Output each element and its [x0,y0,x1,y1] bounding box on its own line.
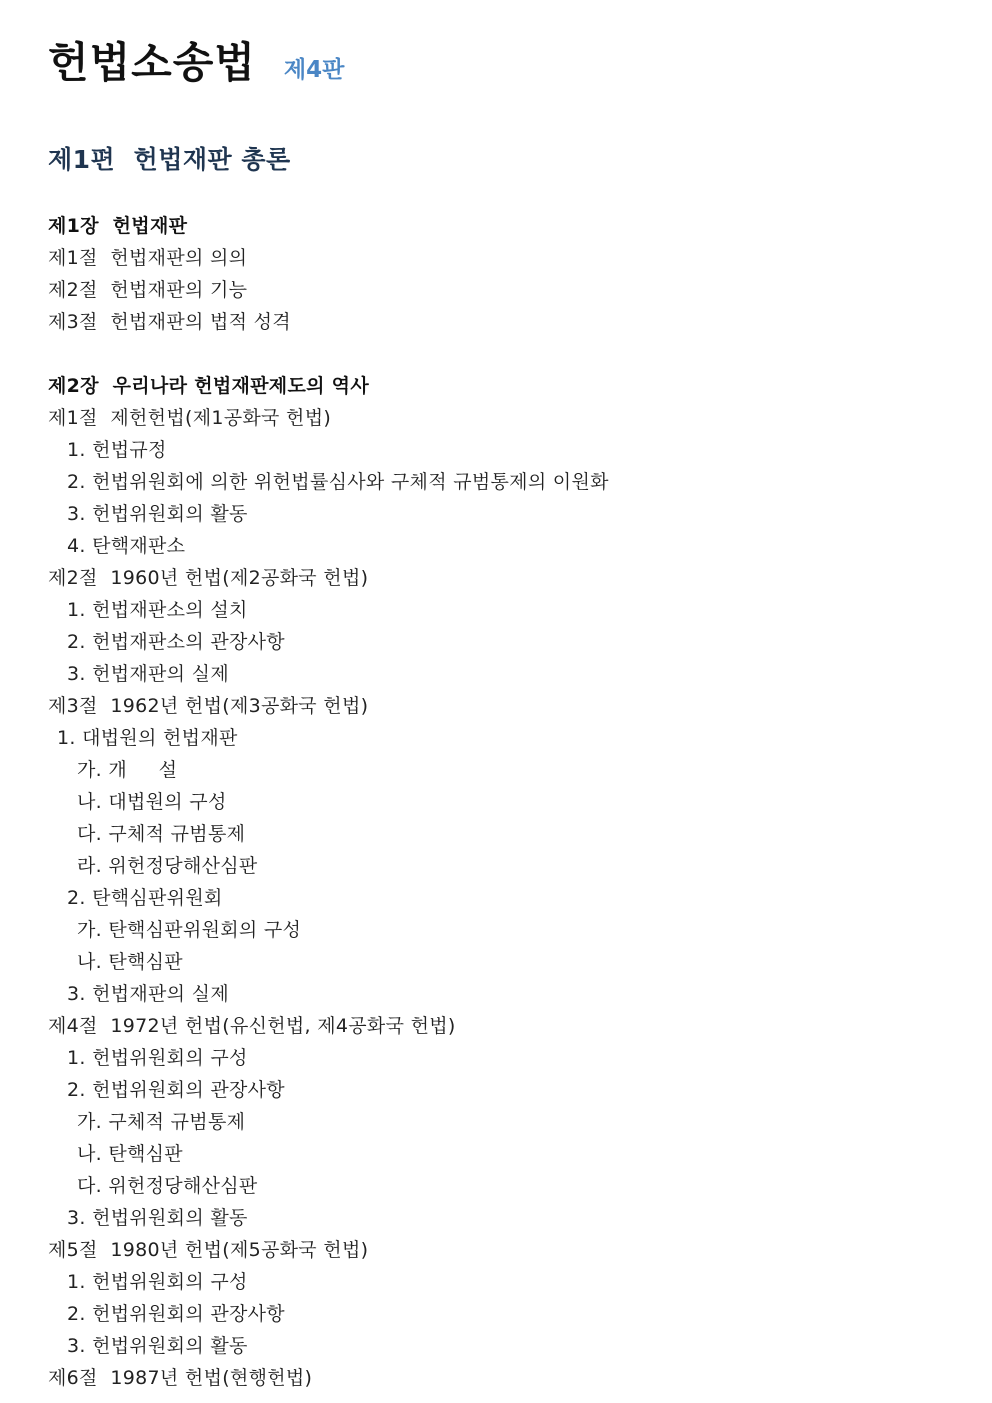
item-line: 1. 헌법규정 [67,439,167,461]
part-title: 제1편 헌법재판 총론 [48,145,291,174]
sub-item-line: 가. 탄핵심판위원회의 구성 [77,919,302,941]
item-line: 3. 헌법재판의 실제 [67,663,229,685]
sub-item-line: 다. 구체적 규범통제 [77,823,246,845]
item-line: 1. 대법원의 헌법재판 [57,727,238,749]
sub-item-line: 나. 탄핵심판 [77,1143,183,1165]
item-line: 3. 헌법위원회의 활동 [67,1335,248,1357]
item-line: 2. 탄핵심판위원회 [67,887,223,909]
sub-item-line: 라. 위헌정당해산심판 [77,855,258,877]
item-line: 1. 헌법재판소의 설치 [67,599,248,621]
item-line: 2. 헌법위원회에 의한 위헌법률심사와 구체적 규범통제의 이원화 [67,471,609,493]
section-line: 제6절 1987년 헌법(현행헌법) [48,1367,313,1389]
sub-item-line: 나. 탄핵심판 [77,951,183,973]
chapter-2-title: 제2장 우리나라 헌법재판제도의 역사 [48,375,369,397]
title-row [48,30,344,90]
sub-item-line: 다. 위헌정당해산심판 [77,1175,258,1197]
item-line: 2. 헌법위원회의 관장사항 [67,1303,285,1325]
item-line: 1. 헌법위원회의 구성 [67,1271,248,1293]
chapter-1-title: 제1장 헌법재판 [48,215,188,237]
edition-label: 제4판 [283,57,345,83]
section-line: 제2절 1960년 헌법(제2공화국 헌법) [48,567,369,589]
sub-item-line: 가. 개 설 [77,759,178,781]
item-line: 4. 탄핵재판소 [67,535,186,557]
sub-item-line: 가. 구체적 규범통제 [77,1111,246,1133]
section-line: 제1절 헌법재판의 의의 [48,247,248,269]
section-line: 제4절 1972년 헌법(유신헌법, 제4공화국 헌법) [48,1015,456,1037]
item-line: 3. 헌법위원회의 활동 [67,1207,248,1229]
section-line: 제3절 헌법재판의 법적 성격 [48,311,291,333]
book-title: 헌법소송법 [48,38,256,87]
item-line: 3. 헌법재판의 실제 [67,983,229,1005]
item-line: 1. 헌법위원회의 구성 [67,1047,248,1069]
sub-item-line: 나. 대법원의 구성 [77,791,227,813]
item-line: 2. 헌법재판소의 관장사항 [67,631,285,653]
section-line: 제3절 1962년 헌법(제3공화국 헌법) [48,695,369,717]
section-line: 제5절 1980년 헌법(제5공화국 헌법) [48,1239,369,1261]
item-line: 2. 헌법위원회의 관장사항 [67,1079,285,1101]
section-line: 제2절 헌법재판의 기능 [48,279,248,301]
section-line: 제1절 제헌헌법(제1공화국 헌법) [48,407,332,429]
item-line: 3. 헌법위원회의 활동 [67,503,248,525]
